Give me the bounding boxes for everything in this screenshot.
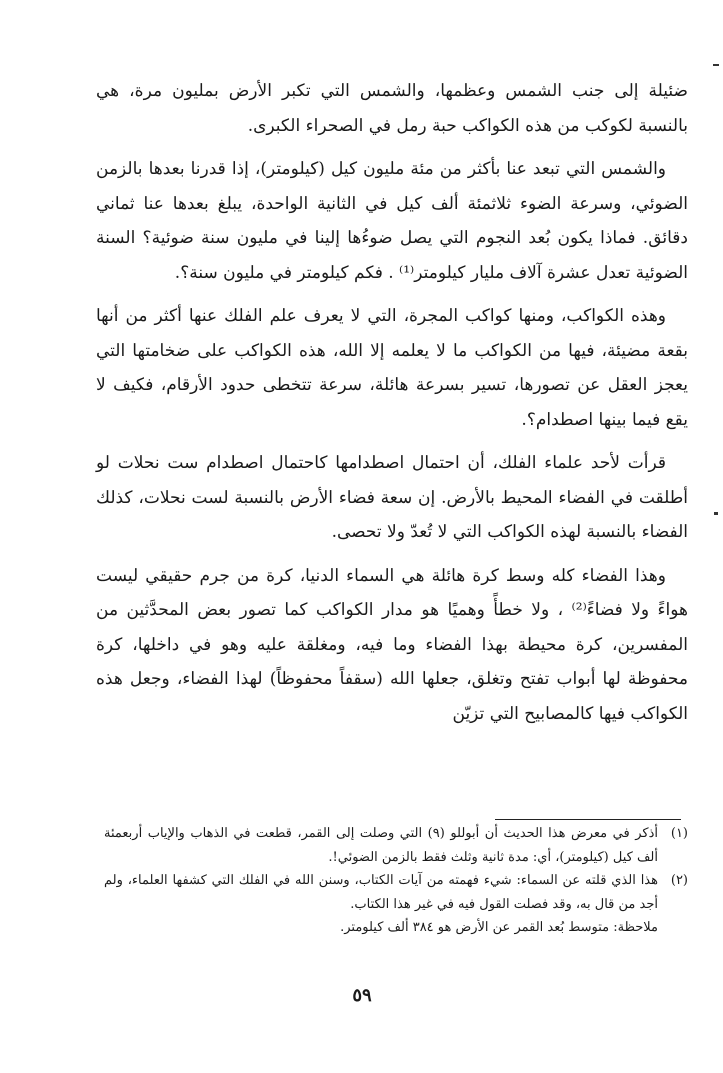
paragraph-text: وهذه الكواكب، ومنها كواكب المجرة، التي لا يعرف علم الفلك عنها أكثر من أنها بقعة مضيئة، فيها من الكواكب ما لا يعلمه إلا الله، هذه الكواكب على ضخامتها التي يعجز العقل عن تصورها، تسير بسرعة هائلة، سرعة تتخطى حدود الأرقام، فكيف لا يقع فيما بينها اصطدام؟. xyxy=(96,306,688,430)
footnote-text: أذكر في معرض هذا الحديث أن أبوللو (٩) التي وصلت إلى القمر، قطعت في الذهاب والإياب أربعمئة ألف كيل (كيلومتر)، أي: مدة ثانية وثلث فقط بالزمن الضوئي!. xyxy=(104,826,658,865)
footnote-divider xyxy=(495,819,681,820)
main-text xyxy=(96,74,688,740)
paragraph xyxy=(96,559,688,732)
footnote-number: (١) xyxy=(670,826,688,841)
footnote-note: ملاحظة: متوسط بُعد القمر عن الأرض هو ٣٨٤ ألف كيلومتر. xyxy=(340,920,658,935)
footnote-number: (٢) xyxy=(670,873,688,888)
footnote xyxy=(104,869,688,916)
paragraph xyxy=(96,299,688,437)
paragraph xyxy=(96,446,688,550)
scan-mark-top-right xyxy=(713,64,719,66)
paragraph-text: قرأت لأحد علماء الفلك، أن احتمال اصطدامها كاحتمال اصطدام ست نحلات لو أطلقت في الفضاء المحيط بالأرض. إن سعة فضاء الأرض بالنسبة لست نحلات، كذلك الفضاء بالنسبة لهذه الكواكب التي لا تُعدّ ولا تحصى. xyxy=(96,453,688,542)
paragraph-text: وهذا الفضاء كله وسط كرة هائلة هي السماء الدنيا، كرة من جرم حقيقي ليست هواءً ولا فضاءً⁽²⁾ ، ولا خطأً وهميًا هو مدار الكواكب كما تصور بعض المحدَّثين من المفسرين، كرة محيطة بهذا الفضاء وما فيه، ومغلقة عليه وهو في داخلها، كرة محفوظة لها أبواب تفتح وتغلق، جعلها الله (سقفاً محفوظاً) لهذا الفضاء، وجعل هذه الكواكب فيها كالمصابيح التي تزيّن xyxy=(96,565,689,724)
footnotes xyxy=(104,822,688,940)
paragraph: ضئيلة إلى جنب الشمس وعظمها، والشمس التي تكبر الأرض بمليون مرة، هي بالنسبة لكوكب من هذه الكواكب حبة رمل في الصحراء الكبرى. xyxy=(96,81,688,136)
paragraph-text: والشمس التي تبعد عنا بأكثر من مئة مليون كيل (كيلومتر)، إذا قدرنا بعدها بالزمن الضوئي، وسرعة الضوء ثلاثمئة ألف كيل في الثانية الواحدة، يبلغ بعدها عنا ثماني دقائق. فماذا يكون بُعد النجوم التي يصل ضوءُها إلينا في مليون سنة ضوئية؟ السنة الضوئية تعدل عشرة آلاف مليار كيلومتر⁽¹⁾ . فكم كيلومتر في مليون سنة؟. xyxy=(96,159,688,283)
footnote-text: هذا الذي قلته عن السماء: شيء فهمته من آيات الكتاب، وسنن الله في الفلك التي كشفها العلماء، ولم أجد من قال به، وقد فصلت القول فيه في غير هذا الكتاب. xyxy=(104,873,658,912)
scan-mark-right xyxy=(714,512,718,515)
page-number: ٥٩ xyxy=(352,985,372,1006)
paragraph xyxy=(96,152,688,290)
footnote xyxy=(104,822,688,869)
